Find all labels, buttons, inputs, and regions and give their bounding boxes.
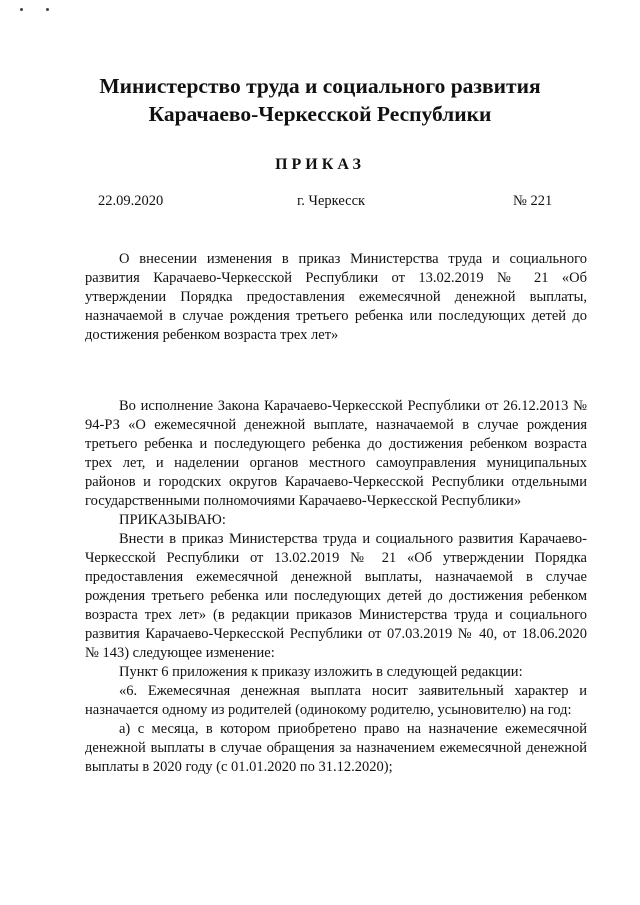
preamble-paragraph: Во исполнение Закона Карачаево-Черкесской Республики от 26.12.2013 № 94-РЗ «О ежемесячной денежной выплате, назначаемой в случае рождения третьего ребенка и последующего ребенка до достижения ребенком возраста трех лет, и наделении органов местного самоуправления муниципальных районов и городских округов Карачаево-Черкесской Республики отдельными государственными полномочиями Карачаево-Черкесской Республики» xyxy=(85,398,587,509)
order-body xyxy=(85,397,587,777)
order-directive: ПРИКАЗЫВАЮ: xyxy=(119,512,226,528)
order-title: ПРИКАЗ xyxy=(275,156,365,173)
subject-text: О внесении изменения в приказ Министерства труда и социального развития Карачаево-Черкесской Республики от 13.02.2019 № 21 «Об утверждении Порядка предоставления ежемесячной денежной выплаты, назначаемой в случае рождения третьего ребенка или последующих детей до достижения ребенком возраста трех лет» xyxy=(85,251,587,343)
clause-intro-paragraph: Пункт 6 приложения к приказу изложить в следующей редакции: xyxy=(119,664,523,680)
order-date: 22.09.2020 xyxy=(98,193,164,209)
amendment-paragraph: Внести в приказ Министерства труда и социального развития Карачаево-Черкесской Республики от 13.02.2019 № 21 «Об утверждении Порядка предоставления ежемесячной денежной выплаты, назначаемой в случае рождения третьего ребенка или последующих детей до достижения ребенком возраста трех лет» (в редакции приказов Министерства труда и социального развития Карачаево-Черкесской Республики от 07.03.2019 № 40, от 18.06.2020 № 143) следующее изменение: xyxy=(85,531,587,661)
order-number: № 221 xyxy=(513,193,553,209)
clause-6-paragraph: «6. Ежемесячная денежная выплата носит заявительный характер и назначается одному из родителей (одинокому родителю, усыновителю) на год: xyxy=(85,683,587,718)
ministry-header xyxy=(60,72,580,128)
order-subject xyxy=(85,250,587,345)
ministry-name-line1: Министерство труда и социального развития xyxy=(99,74,541,98)
scan-speck xyxy=(20,8,23,11)
clause-6a-paragraph: а) с месяца, в котором приобретено право на назначение ежемесячной денежной выплаты в случае обращения за назначением ежемесячной денежной выплаты в 2020 году (с 01.01.2020 по 31.12.2020); xyxy=(85,721,587,775)
scan-speck xyxy=(46,8,49,11)
order-city: г. Черкесск xyxy=(297,193,366,209)
ministry-name-line2: Карачаево-Черкесской Республики xyxy=(148,102,492,126)
